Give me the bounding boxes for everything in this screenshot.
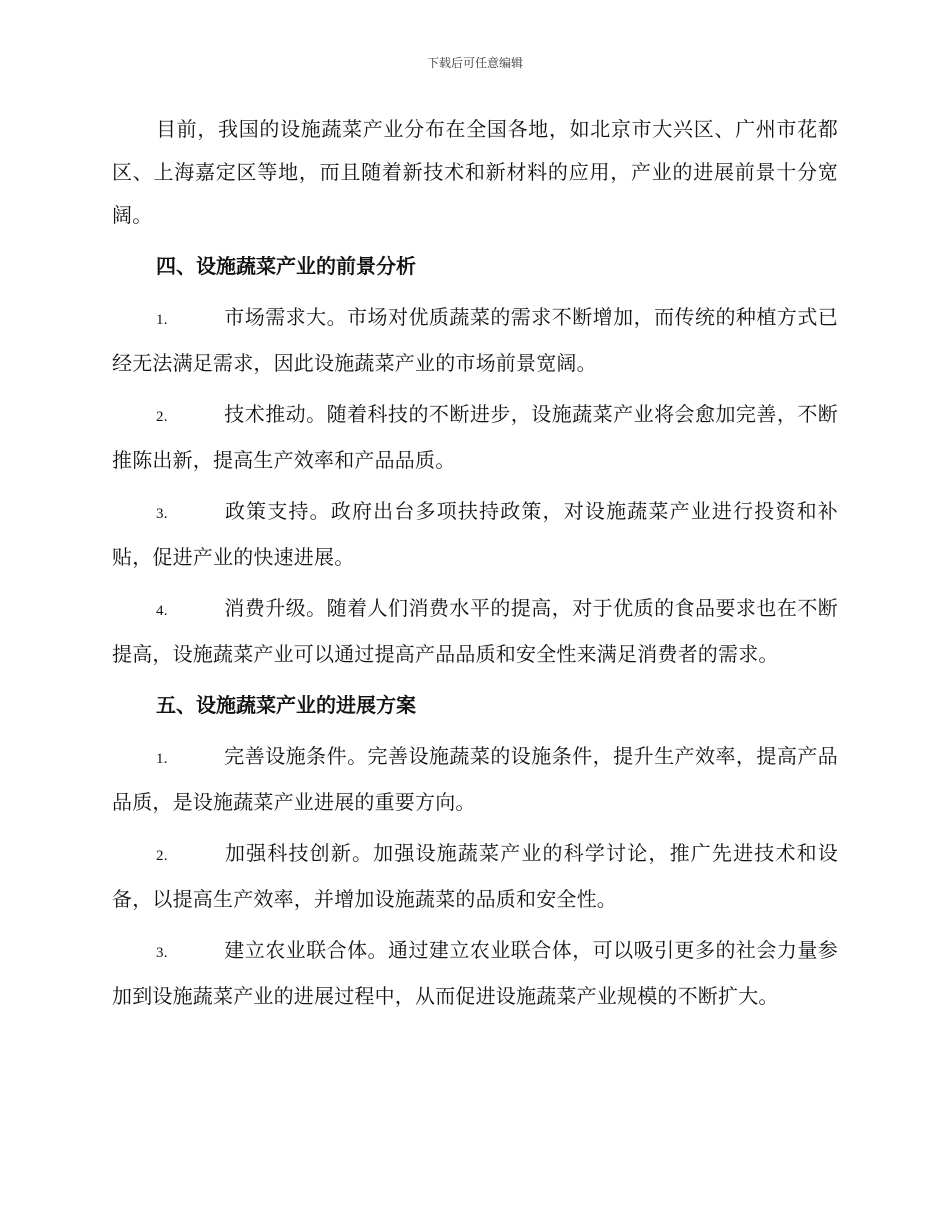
list-item-number: 2. [156, 409, 168, 425]
list-item-text: 市场需求大。市场对优质蔬菜的需求不断增加，而传统的种植方式已经无法满足需求，因此设施蔬菜产业的市场前景宽阔。 [112, 305, 838, 375]
page-header: 下载后可任意编辑 [426, 56, 523, 70]
list-item [112, 735, 838, 824]
list-item-text: 技术推动。随着科技的不断进步，设施蔬菜产业将会愈加完善，不断推陈出新，提高生产效率和产品品质。 [112, 402, 838, 472]
document-body [112, 108, 838, 1026]
list-item-number: 2. [156, 848, 168, 864]
list-item [112, 393, 838, 482]
list-item-number: 3. [156, 945, 168, 961]
list-item-text: 完善设施条件。完善设施蔬菜的设施条件，提升生产效率，提高产品品质，是设施蔬菜产业进展的重要方向。 [112, 744, 838, 814]
list-item [112, 587, 838, 676]
section-4-heading: 四、设施蔬菜产业的前景分析 [156, 254, 416, 278]
list-item-text: 政策支持。政府出台多项扶持政策，对设施蔬菜产业进行投资和补贴，促进产业的快速进展。 [112, 499, 838, 569]
list-item [112, 490, 838, 579]
list-item-text: 加强科技创新。加强设施蔬菜产业的科学讨论，推广先进技术和设备，以提高生产效率，并增加设施蔬菜的品质和安全性。 [112, 841, 838, 911]
list-item [112, 296, 838, 385]
intro-paragraph: 目前，我国的设施蔬菜产业分布在全国各地，如北京市大兴区、广州市花都区、上海嘉定区等地，而且随着新技术和新材料的应用，产业的进展前景十分宽阔。 [112, 117, 838, 227]
section-5-heading: 五、设施蔬菜产业的进展方案 [156, 693, 416, 717]
list-item-number: 3. [156, 506, 168, 522]
list-item-text: 消费升级。随着人们消费水平的提高，对于优质的食品要求也在不断提高，设施蔬菜产业可以通过提高产品品质和安全性来满足消费者的需求。 [112, 596, 838, 666]
list-item-text: 建立农业联合体。通过建立农业联合体，可以吸引更多的社会力量参加到设施蔬菜产业的进展过程中，从而促进设施蔬菜产业规模的不断扩大。 [112, 938, 838, 1008]
list-item-number: 4. [156, 603, 168, 619]
list-item [112, 929, 838, 1018]
list-item [112, 832, 838, 921]
list-item-number: 1. [156, 751, 168, 767]
list-item-number: 1. [156, 312, 168, 328]
